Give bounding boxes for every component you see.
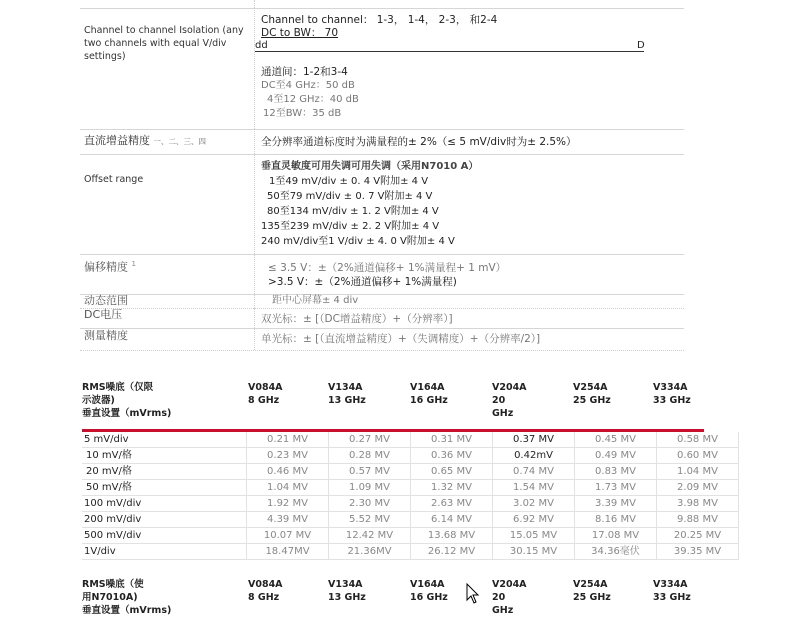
table-cell: 21.36MV [329, 544, 411, 560]
table-cell: 10.07 MV [247, 528, 329, 544]
table-cell: 0.57 MV [329, 464, 411, 480]
table-cell: 30.15 MV [493, 544, 575, 560]
rms-col-model: V334A [653, 382, 688, 393]
spec-row-isolation [80, 8, 684, 130]
offset-accuracy-value [268, 261, 506, 289]
rms-row-setting: 50 mV/格 [82, 480, 247, 496]
table-cell: 6.92 MV [493, 512, 575, 528]
rms-col-model: V254A [573, 579, 608, 590]
rms-table-1-title [82, 381, 192, 420]
table-cell: 0.45 MV [575, 432, 657, 448]
rms-col-bw: 16 GHz [410, 592, 448, 603]
table-cell: 13.68 MV [411, 528, 493, 544]
column-divider [254, 154, 255, 254]
table-row [82, 432, 739, 448]
table-cell: 1.54 MV [493, 480, 575, 496]
table-cell: 2.30 MV [329, 496, 411, 512]
offset-range-title: 垂直灵敏度可用失调可用失调（采用N7010 A） [261, 161, 479, 172]
rms-title-line: 用N7010A) [82, 592, 138, 603]
column-divider [254, 294, 255, 308]
rms-row-setting: 1V/div [82, 544, 247, 560]
offset-accuracy-label [84, 258, 136, 274]
table-cell: 8.16 MV [575, 512, 657, 528]
isolation-cn [261, 65, 359, 121]
table-cell: 6.14 MV [411, 512, 493, 528]
offset-range-value [261, 159, 478, 249]
rms-col-header [653, 578, 691, 604]
table-cell: 5.52 MV [329, 512, 411, 528]
dc-voltage-label: DC电压 [84, 308, 123, 321]
table-row [82, 512, 739, 528]
measure-accuracy-value: 单光标：± [（直流增益精度）+（失调精度）+（分辨率/2）] [261, 333, 541, 345]
table-cell: 12.42 MV [329, 528, 411, 544]
isolation-line: Channel to channel： 1-3， 1-4， 2-3， 和2-4 [261, 14, 498, 26]
table-cell: 1.73 MV [575, 480, 657, 496]
table-cell: 1.32 MV [411, 480, 493, 496]
spec-row-dynamic-range [80, 294, 684, 309]
rms-col-header [492, 381, 527, 420]
column-divider [254, 308, 255, 328]
rms-col-header [573, 578, 611, 604]
spec-row-dc-gain [80, 129, 684, 155]
offset-range-line: 135至239 mV/div ± 2. 2 V附加± 4 V [261, 221, 440, 232]
column-divider [254, 129, 255, 154]
offset-range-line: 1至49 mV/div ± 0. 4 V附加± 4 V [269, 176, 429, 187]
table-cell: 0.23 MV [247, 448, 329, 464]
table-cell: 0.37 MV [493, 432, 575, 448]
rms-col-model: V084A [248, 382, 283, 393]
table-cell: 0.58 MV [657, 432, 739, 448]
rms-col-bw: 8 GHz [248, 592, 280, 603]
table-cell: 0.21 MV [247, 432, 329, 448]
table-row [82, 496, 739, 512]
spec-row-offset-range [80, 154, 684, 255]
rms-col-header [410, 381, 448, 407]
dd-line [255, 40, 644, 52]
offset-range-line: 80至134 mV/div ± 1. 2 V附加± 4 V [267, 206, 439, 217]
measure-accuracy-label: 测量精度 [84, 329, 128, 342]
table-cell: 4.39 MV [247, 512, 329, 528]
rms-col-model: V164A [410, 579, 445, 590]
column-divider [254, 254, 255, 294]
table-cell: 0.49 MV [575, 448, 657, 464]
rms-title-line: RMS噪底（使 [82, 579, 144, 590]
table-row [82, 544, 739, 560]
table-cell: 0.36 MV [411, 448, 493, 464]
table-cell: 17.08 MV [575, 528, 657, 544]
isolation-value [261, 13, 497, 39]
offset-accuracy-line: >3.5 V：±（2%通道偏移+ 1%满量程) [268, 276, 457, 288]
rms-col-bw: 8 GHz [248, 395, 280, 406]
rms-col-model: V084A [248, 579, 283, 590]
rms-col-model: V204A [492, 382, 527, 393]
dynamic-range-value: 距中心屏幕± 4 div [272, 295, 359, 306]
rms-row-setting: 100 mV/div [82, 496, 247, 512]
mouse-pointer-icon [466, 583, 480, 605]
column-divider [254, 0, 255, 8]
rms-table-1-header [82, 381, 702, 427]
table-cell: 0.74 MV [493, 464, 575, 480]
rms-col-header [410, 578, 448, 604]
offset-accuracy-line: ≤ 3.5 V：±（2%通道偏移+ 1%满量程+ 1 mV） [268, 262, 507, 274]
table-cell: 39.35 MV [657, 544, 739, 560]
rms-title-line: RMS噪底（仅限 [82, 382, 154, 393]
offset-range-label: Offset range [84, 174, 144, 185]
table-cell: 34.36毫伏 [575, 544, 657, 560]
rms-title-line: 垂直设置（mVrms) [82, 408, 172, 419]
isolation-cn-line: 4至12 GHz：40 dB [267, 94, 359, 105]
rms-col-bw: 25 GHz [573, 592, 611, 603]
table-row [82, 528, 739, 544]
rms-col-header [328, 578, 366, 604]
rms-col-model: V204A [492, 579, 527, 590]
offset-range-line: 240 mV/div至1 V/div ± 4. 0 V附加± 4 V [261, 236, 455, 247]
rms-col-header [248, 381, 283, 407]
rms-col-header [328, 381, 366, 407]
table-cell: 0.28 MV [329, 448, 411, 464]
table-cell: 3.39 MV [575, 496, 657, 512]
rms-table-1 [82, 432, 739, 560]
table-cell: 1.04 MV [247, 480, 329, 496]
offset-accuracy-label-text: 偏移精度 [84, 260, 128, 274]
table-cell: 1.09 MV [329, 480, 411, 496]
table-cell: 0.60 MV [657, 448, 739, 464]
dc-gain-label-suffix: 一、二、三、四 [153, 137, 206, 146]
isolation-cn-line: DC至4 GHz：50 dB [261, 80, 355, 91]
offset-accuracy-footnote: 1 [131, 260, 136, 268]
table-cell: 0.83 MV [575, 464, 657, 480]
rms-col-bw: 33 GHz [653, 395, 691, 406]
rms-table-2-header [82, 578, 702, 617]
table-cell: 3.98 MV [657, 496, 739, 512]
rms-col-bw: 33 GHz [653, 592, 691, 603]
dc-gain-label [84, 134, 206, 148]
rms-col-header [492, 578, 527, 617]
dd-text: dd [255, 40, 268, 51]
rms-row-setting: 10 mV/格 [82, 448, 247, 464]
table-cell: 0.27 MV [329, 432, 411, 448]
rms-row-setting: 20 mV/格 [82, 464, 247, 480]
rms-col-header [573, 381, 611, 407]
rms-table-2-title [82, 578, 192, 617]
rms-row-setting: 200 mV/div [82, 512, 247, 528]
table-cell: 0.42mV [493, 448, 575, 464]
rms-title-line: 垂直设置（mVrms) [82, 605, 172, 616]
table-cell: 9.88 MV [657, 512, 739, 528]
table-cell: 1.92 MV [247, 496, 329, 512]
rms-col-bw: 20 [492, 592, 506, 603]
dc-voltage-value: 双光标：± [（DC增益精度）+（分辨率）] [261, 313, 453, 325]
dynamic-range-label: 动态范围 [84, 294, 128, 307]
table-row [82, 448, 739, 464]
d-text: D [637, 40, 645, 51]
rms-col-model: V134A [328, 579, 363, 590]
dc-gain-value: 全分辨率通道标度时为满量程的± 2%（≤ 5 mV/div时为± 2.5%） [261, 136, 577, 148]
column-divider [254, 8, 255, 129]
rms-col-bw: 13 GHz [328, 395, 366, 406]
rms-row-setting: 5 mV/div [82, 432, 247, 448]
spec-row-offset-accuracy [80, 254, 684, 295]
table-row [82, 464, 739, 480]
rms-col-bw: GHz [492, 408, 514, 419]
rms-col-bw: 13 GHz [328, 592, 366, 603]
table-cell: 15.05 MV [493, 528, 575, 544]
rms-col-header [653, 381, 691, 407]
table-row [82, 480, 739, 496]
rms-col-bw: 25 GHz [573, 395, 611, 406]
rms-col-model: V334A [653, 579, 688, 590]
isolation-cn-title: 通道间：1-2和3-4 [261, 66, 348, 78]
table-cell: 2.63 MV [411, 496, 493, 512]
spec-row-measure-accuracy [80, 328, 684, 351]
table-cell: 1.04 MV [657, 464, 739, 480]
table-cell: 0.65 MV [411, 464, 493, 480]
offset-range-line: 50至79 mV/div ± 0. 7 V附加± 4 V [267, 191, 433, 202]
rms-col-bw: 16 GHz [410, 395, 448, 406]
rms-col-model: V164A [410, 382, 445, 393]
table-cell: 18.47MV [247, 544, 329, 560]
isolation-label: Channel to channel Isolation (any two channels with equal V/div settings) [84, 25, 244, 62]
rms-col-model: V254A [573, 382, 608, 393]
table-cell: 3.02 MV [493, 496, 575, 512]
table-cell: 20.25 MV [657, 528, 739, 544]
table-cell: 0.46 MV [247, 464, 329, 480]
rms-col-bw: GHz [492, 605, 514, 616]
dc-gain-label-text: 直流增益精度 [84, 134, 150, 147]
rms-row-setting: 500 mV/div [82, 528, 247, 544]
table-cell: 0.31 MV [411, 432, 493, 448]
isolation-line: DC to BW： 70 [261, 27, 339, 39]
table-cell: 2.09 MV [657, 480, 739, 496]
rms-col-bw: 20 [492, 395, 506, 406]
table-cell: 26.12 MV [411, 544, 493, 560]
rms-col-model: V134A [328, 382, 363, 393]
rms-col-header [248, 578, 283, 604]
spec-row-dc-voltage [80, 308, 684, 329]
isolation-cn-line: 12至BW：35 dB [263, 108, 342, 119]
rms-title-line: 示波器) [82, 395, 115, 406]
column-divider [254, 328, 255, 350]
